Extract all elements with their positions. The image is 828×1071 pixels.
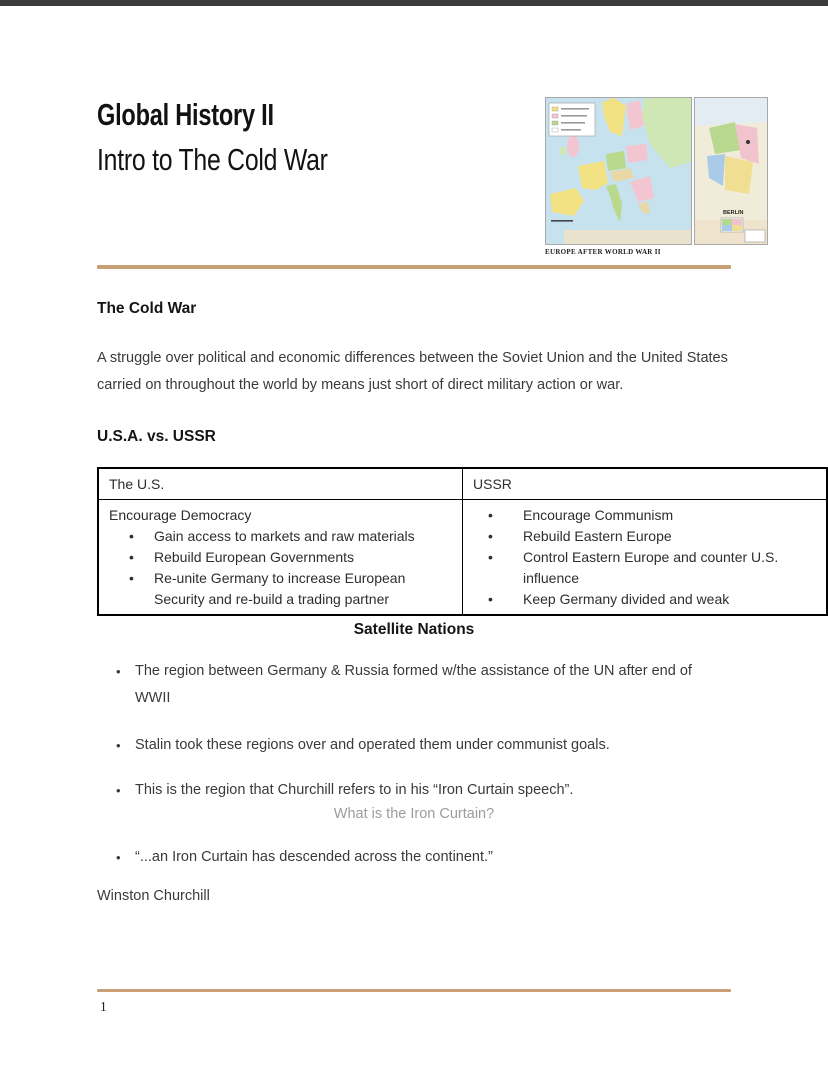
satellite-bullet: • Stalin took these regions over and operated them under communist goals.: [97, 732, 709, 759]
viewer-top-edge: [0, 0, 828, 6]
germany-zones-graphic: [695, 98, 767, 244]
table-header-ussr: USSR: [462, 469, 826, 499]
section-divider: [97, 265, 731, 269]
europe-map-figure: [545, 97, 766, 257]
satellite-nations-heading: Satellite Nations: [353, 621, 475, 638]
satellite-bullet: • The region between Germany & Russia formed w/the assistance of the UN after end of WWII: [97, 658, 709, 712]
zones-legend: [745, 230, 765, 242]
europe-map-graphic: [546, 98, 691, 244]
berlin-label: BERLIN: [723, 210, 744, 216]
map-caption: EUROPE AFTER WORLD WAR II: [545, 248, 661, 256]
map-scale-bar: [551, 220, 573, 222]
table-header-us: The U.S.: [109, 476, 165, 492]
quote-attribution: Winston Churchill: [97, 888, 210, 904]
ussr-goal-item: • Rebuild Eastern Europe: [473, 526, 816, 547]
us-goal-item: • Gain access to markets and raw materials: [109, 526, 452, 547]
cold-war-paragraph: A struggle over political and economic differences between the Soviet Union and the United States carried on throughout the world by means just short of direct military action or war.: [97, 350, 728, 393]
ussr-goal-item: • Keep Germany divided and weak: [473, 589, 816, 610]
versus-heading: U.S.A. vs. USSR: [97, 428, 216, 445]
footer-divider: [97, 989, 731, 992]
cold-war-heading: The Cold War: [97, 300, 197, 317]
title-line-2: Intro to The Cold War: [97, 142, 328, 177]
berlin-dot: [746, 140, 750, 144]
title-line-1: Global History II: [97, 97, 274, 132]
iron-curtain-quote-bullet: • “...an Iron Curtain has descended across the continent.”: [97, 844, 709, 871]
ussr-cell: [462, 500, 826, 614]
ussr-goal-item: • Control Eastern Europe and counter U.S. influence: [473, 547, 816, 589]
usa-ussr-table: [97, 467, 828, 616]
page-number: 1: [100, 999, 107, 1014]
iron-curtain-question: What is the Iron Curtain?: [333, 806, 495, 822]
us-lead-text: Encourage Democracy: [109, 507, 252, 523]
satellite-bullet: • This is the region that Churchill refers to in his “Iron Curtain speech”.: [97, 777, 709, 804]
ussr-goals-list: [473, 505, 816, 610]
us-cell: [99, 500, 462, 614]
germany-zones-map: [694, 97, 768, 245]
us-goal-item: • Re-unite Germany to increase European Security and re-build a trading partner: [109, 568, 452, 610]
europe-map: [545, 97, 692, 245]
us-goal-item: • Rebuild European Governments: [109, 547, 452, 568]
document-title: [97, 92, 385, 182]
us-goals-list: [109, 526, 452, 610]
ussr-goal-item: • Encourage Communism: [473, 505, 816, 526]
